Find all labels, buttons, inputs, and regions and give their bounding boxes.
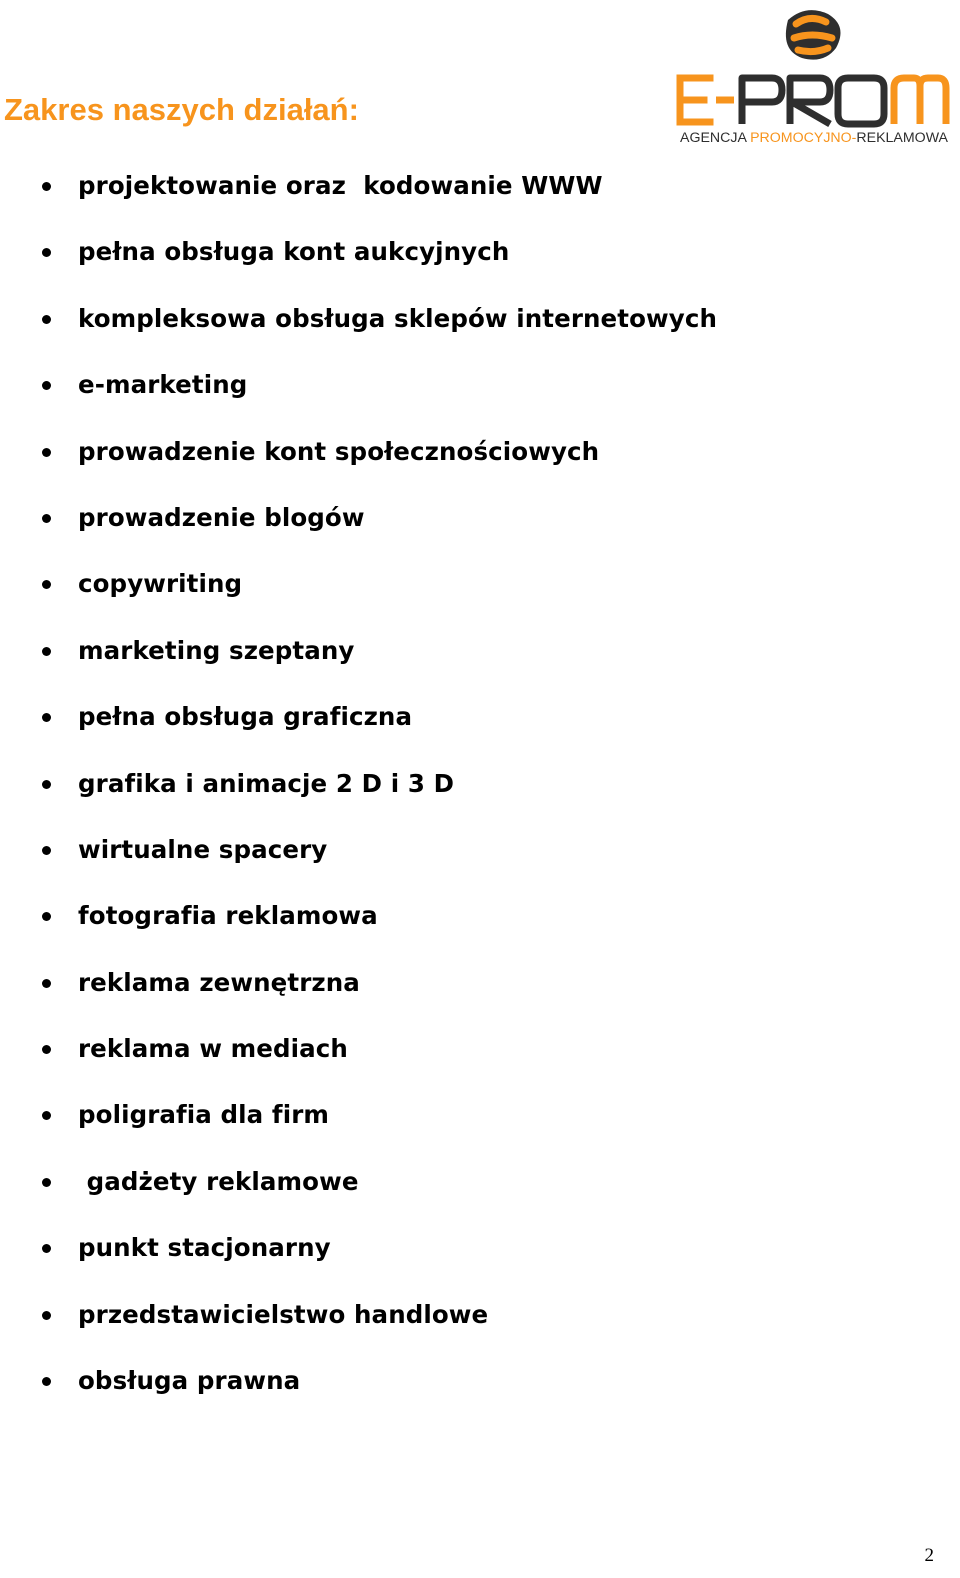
list-item bbox=[0, 631, 900, 697]
service-label: poligrafia dla firm bbox=[78, 1100, 330, 1130]
list-item bbox=[0, 963, 900, 1029]
bullet-icon bbox=[42, 1377, 51, 1386]
service-label: obsługa prawna bbox=[78, 1366, 301, 1396]
service-label: kompleksowa obsługa sklepów internetowych bbox=[78, 303, 717, 333]
service-label: fotografia reklamowa bbox=[78, 901, 378, 931]
service-label: punkt stacjonarny bbox=[78, 1233, 331, 1263]
service-label: przedstawicielstwo handlowe bbox=[78, 1299, 489, 1329]
list-item bbox=[0, 365, 900, 431]
bullet-icon bbox=[42, 1244, 51, 1253]
list-item bbox=[0, 1361, 900, 1427]
service-label: projektowanie oraz kodowanie WWW bbox=[78, 171, 603, 200]
list-item bbox=[0, 498, 900, 564]
bullet-icon bbox=[42, 846, 51, 855]
list-item bbox=[0, 1228, 900, 1294]
bullet-icon bbox=[42, 248, 51, 257]
service-label: pełna obsługa kont aukcyjnych bbox=[78, 237, 510, 267]
service-label: marketing szeptany bbox=[78, 635, 355, 665]
list-item bbox=[0, 564, 900, 630]
list-item bbox=[0, 764, 900, 830]
list-item bbox=[0, 1029, 900, 1095]
svg-text:AGENCJA PROMOCYJNO-REKLAMOWA bbox=[680, 130, 948, 145]
bullet-icon bbox=[42, 514, 51, 523]
service-label: e-marketing bbox=[78, 370, 248, 400]
list-item bbox=[0, 830, 900, 896]
list-item bbox=[0, 232, 900, 298]
list-item bbox=[0, 1095, 900, 1161]
bullet-icon bbox=[42, 780, 51, 789]
service-label: wirtualne spacery bbox=[78, 834, 328, 864]
bullet-icon bbox=[42, 315, 51, 324]
bullet-icon bbox=[42, 1045, 51, 1054]
e-prom-logo-icon bbox=[786, 10, 841, 59]
list-item bbox=[0, 697, 900, 763]
service-label: grafika i animacje 2 D i 3 D bbox=[78, 768, 455, 798]
bullet-icon bbox=[42, 647, 51, 656]
bullet-icon bbox=[42, 713, 51, 722]
list-item bbox=[0, 432, 900, 498]
bullet-icon bbox=[42, 1111, 51, 1120]
company-logo bbox=[676, 2, 952, 146]
logo-tagline-part3: REKLAMOWA bbox=[856, 130, 944, 145]
service-label: gadżety reklamowe bbox=[78, 1166, 359, 1196]
list-item bbox=[0, 1162, 900, 1228]
bullet-icon bbox=[42, 448, 51, 457]
page-title: Zakres naszych działań: bbox=[4, 92, 359, 127]
service-label: pełna obsługa graficzna bbox=[78, 702, 413, 732]
bullet-icon bbox=[42, 381, 51, 390]
bullet-icon bbox=[42, 182, 51, 191]
bullet-icon bbox=[42, 979, 51, 988]
bullet-icon bbox=[42, 580, 51, 589]
logo-tagline-part1: AGENCJA bbox=[680, 130, 747, 145]
service-label: prowadzenie blogów bbox=[78, 502, 365, 532]
service-label: reklama w mediach bbox=[78, 1034, 348, 1064]
service-label: prowadzenie kont społecznościowych bbox=[78, 436, 600, 466]
bullet-icon bbox=[42, 1178, 51, 1187]
service-label: copywriting bbox=[78, 569, 243, 599]
list-item bbox=[0, 299, 900, 365]
bullet-icon bbox=[42, 912, 51, 921]
page-number: 2 bbox=[924, 1545, 934, 1566]
list-item bbox=[0, 166, 900, 232]
list-item bbox=[0, 896, 900, 962]
bullet-icon bbox=[42, 1311, 51, 1320]
list-item bbox=[0, 1295, 900, 1361]
services-list bbox=[0, 166, 900, 1427]
service-label: reklama zewnętrzna bbox=[78, 967, 360, 997]
logo-tagline-part2: PROMOCYJNO- bbox=[750, 130, 852, 145]
